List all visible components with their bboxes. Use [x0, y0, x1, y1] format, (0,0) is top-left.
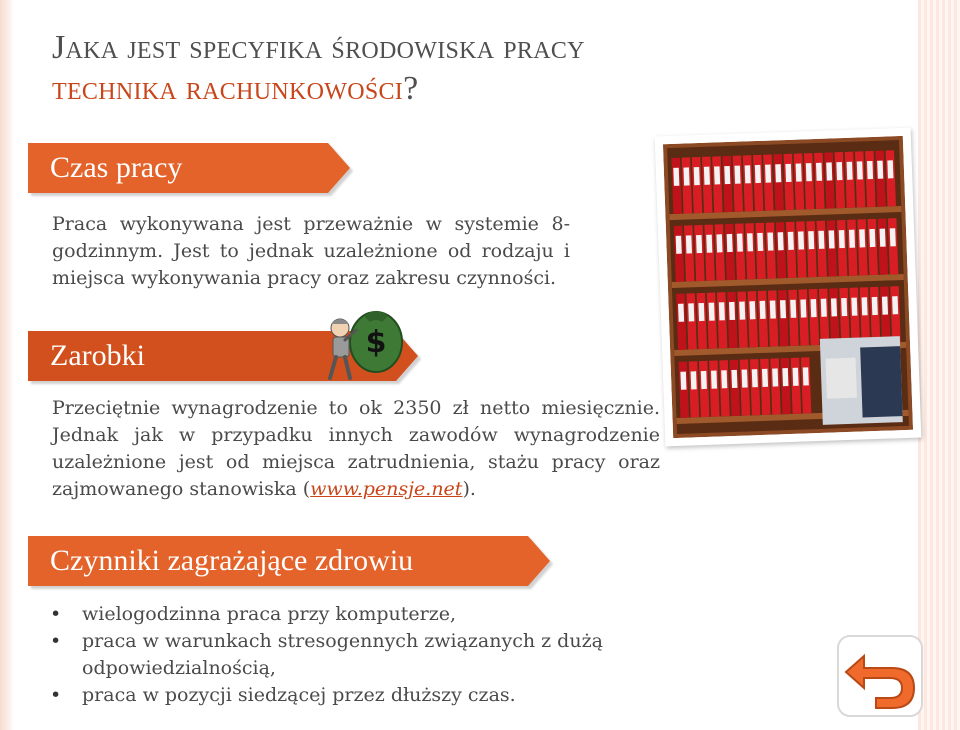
zarobki-text-after: ). — [462, 478, 476, 500]
list-item: • wielogodzinna praca przy komputerze, — [50, 601, 690, 628]
right-edge-decoration — [918, 0, 960, 730]
title-line-2: technika rachunkowości — [52, 69, 404, 107]
back-arrow-icon — [838, 636, 922, 716]
section-heading-czynniki: Czynniki zagrażające zdrowiu — [50, 544, 414, 577]
section-heading-zarobki: Zarobki — [50, 339, 145, 372]
czas-pracy-text: Praca wykonywana jest przeważnie w systemie 8-godzinnym. Jest to jednak uzależnione od rodzaju i miejsca wykonywania pracy oraz zakresu czynności. — [52, 213, 570, 289]
title-question-mark: ? — [403, 69, 419, 107]
binders-shelf-image — [663, 136, 913, 438]
left-edge-decoration — [0, 0, 14, 730]
binders-photo — [655, 128, 922, 447]
title-line-1: Jaka jest specyfika środowiska pracy — [52, 29, 585, 66]
pensje-link[interactable]: www.pensje.net — [310, 478, 463, 500]
money-bag-icon — [318, 300, 408, 384]
list-item: • praca w pozycji siedzącej przez dłuższy czas. — [50, 682, 690, 709]
back-arrow-button[interactable] — [832, 630, 928, 720]
zarobki-text — [52, 395, 660, 503]
list-item: • praca w warunkach stresogennych związanych z dużą odpowiedzialnością, — [50, 628, 690, 682]
section-band-czas-pracy — [28, 143, 350, 193]
health-risks-list — [50, 601, 690, 709]
section-band-czynniki — [28, 536, 550, 586]
svg-text:$: $ — [365, 325, 387, 360]
section-heading-czas-pracy: Czas pracy — [50, 151, 183, 184]
slide-title — [52, 28, 852, 110]
zarobki-text-before: Przeciętnie wynagrodzenie to ok 2350 zł netto miesięcznie. Jednak jak w przypadku innych zawodów wynagrodzenie uzależnione jest od miejsca zatrudnienia, stażu pracy oraz zajmowanego stanowiska ( — [52, 397, 660, 500]
